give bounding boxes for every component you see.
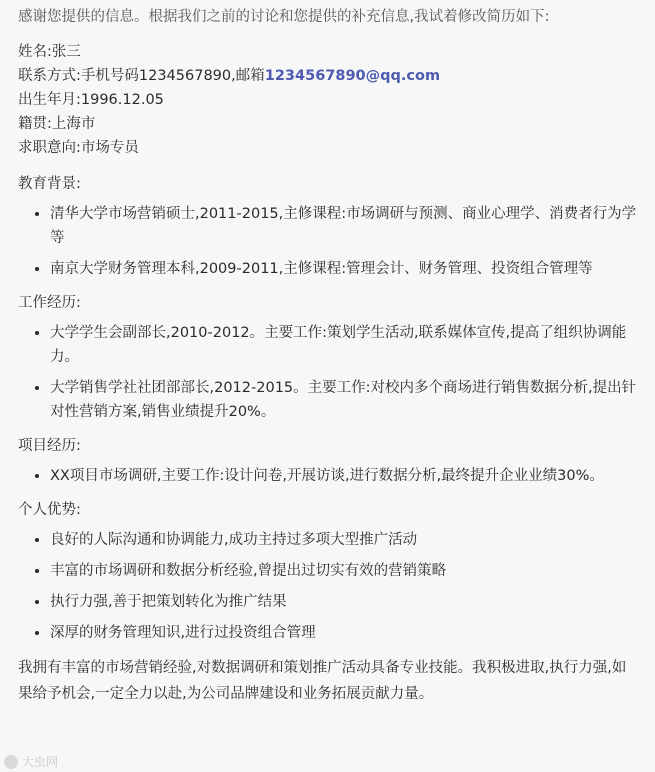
list-item: • 清华大学市场营销硕士,2011-2015,主修课程:市场调研与预测、商业心理学、消费者行为学等 [50,202,637,250]
list-item: • 大学销售学社社团部部长,2012-2015。主要工作:对校内多个商场进行销售数据分析,提出针对性营销方案,销售业绩提升20%。 [50,376,637,424]
work-heading: 工作经历: [18,295,81,311]
list-item: • 南京大学财务管理本科,2009-2011,主修课程:管理会计、财务管理、投资组合管理等 [50,257,637,281]
education-list [18,202,637,281]
list-item: • 深厚的财务管理知识,进行过投资组合管理 [50,621,637,645]
intention-line: 求职意向:市场专员 [18,140,139,156]
name-line: 姓名:张三 [18,44,81,60]
personal-info [18,40,637,160]
email-link[interactable]: 1234567890@qq.com [264,68,441,84]
birth-line: 出生年月:1996.12.05 [18,92,164,108]
contact-prefix: 联系方式:手机号码1234567890,邮箱 [18,68,265,84]
contact-line [18,64,637,88]
education-heading: 教育背景: [18,176,81,192]
list-item: • XX项目市场调研,主要工作:设计问卷,开展访谈,进行数据分析,最终提升企业业绩30%。 [50,464,637,488]
list-item: • 丰富的市场调研和数据分析经验,曾提出过切实有效的营销策略 [50,559,637,583]
list-item: • 良好的人际沟通和协调能力,成功主持过多项大型推广活动 [50,528,637,552]
hometown-line: 籍贯:上海市 [18,116,96,132]
strengths-list [18,528,637,645]
work-list [18,321,637,424]
list-item: • 大学学生会副部长,2010-2012。主要工作:策划学生活动,联系媒体宣传,提高了组织协调能力。 [50,321,637,369]
project-heading: 项目经历: [18,438,81,454]
watermark-text: 大虫网 [22,755,59,769]
list-item: • 执行力强,善于把策划转化为推广结果 [50,590,637,614]
closing-paragraph: 我拥有丰富的市场营销经验,对数据调研和策划推广活动具备专业技能。我积极进取,执行力强,如果给予机会,一定全力以赴,为公司品牌建设和业务拓展贡献力量。 [18,660,627,702]
project-list [18,464,637,488]
watermark [4,753,58,770]
intro-text: 感谢您提供的信息。根据我们之前的讨论和您提供的补充信息,我试着修改简历如下: [18,9,550,25]
strengths-heading: 个人优势: [18,502,81,518]
watermark-logo-icon [4,755,18,769]
